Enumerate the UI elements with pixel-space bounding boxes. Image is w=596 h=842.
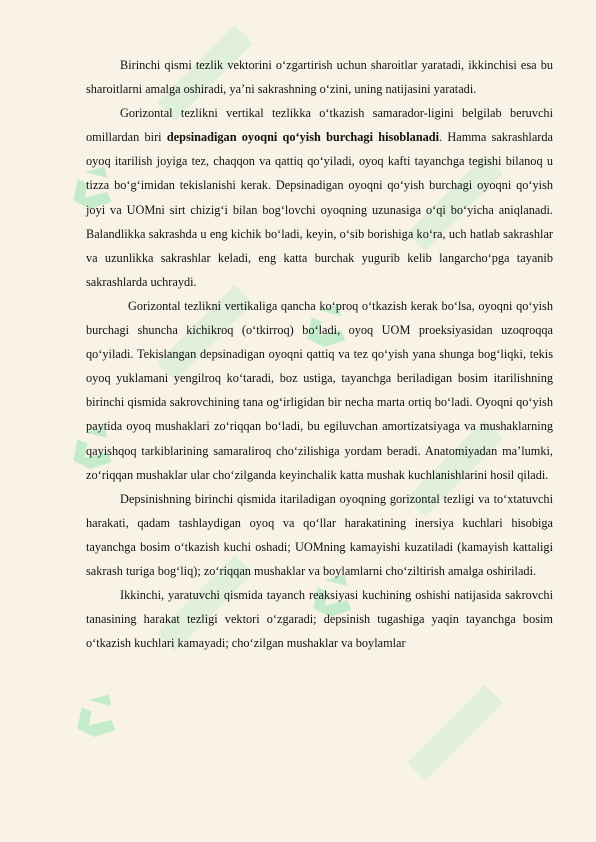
- paragraph-1: [86, 53, 553, 101]
- paragraph-4: [86, 487, 553, 583]
- key-term-bold: depsinadigan oyoqni qo‘yish burchagi hisoblanadi: [166, 130, 440, 145]
- paragraph-text-start: Gorizontal tezlikni vertikal tezlikka o‘tkazish samarador-ligini belgilab beruvchi omillardan biri: [86, 106, 553, 145]
- paragraph-text-end: . Hamma sakrashlarda oyoq itarilish joyiga tez, chaqqon va qattiq qo‘yiladi, oyoq kafti tayanchga tegishi bilanoq u tizza bo‘g‘imidan tekislanishi kerak. Depsinadigan oyoqni qo‘yish burchagi oyoqni qo‘yish joyi va UOMni sirt chizig‘i bilan bog‘lovchi oyoqning uzunasiga o‘qi bo‘yicha aniqlanadi. Balandlikka sakrashda u eng kichik bo‘ladi, keyin, o‘sib borishiga ko‘ra, uch hatlab sakrashlar va uzunlikka sakrashlar keladi, eng katta burchak yugurib kelib langarcho‘pga tayanib sakrashlarda uchraydi.: [86, 130, 553, 289]
- watermark-logo-mark: [69, 687, 130, 748]
- paragraph-3: [86, 294, 553, 487]
- paragraph-5: [86, 583, 553, 655]
- paragraph-text: Ikkinchi, yaratuvchi qismida tayanch reaksiyasi kuchining oshishi natijasida sakrovchi tanasining harakat tezligi vektori o‘zgaradi; depsinish tugashiga yaqin tayanchga bosim o‘tkazish kuchlari kamayadi; cho‘zilgan mushaklar va boylamlar: [86, 588, 553, 651]
- paragraph-text: Gorizontal tezlikni vertikaliga qancha ko‘proq o‘tkazish kerak bo‘lsa, oyoqni qo‘yish burchagi shuncha kichikroq (o‘tkirroq) bo‘ladi, oyoq UOM proeksiyasidan uzoqroqqa qo‘yiladi. Tekislangan depsinadigan oyoqni qattiq va tez qo‘yish yana shunga bog‘liqki, tekis oyoq yuklamani yengilroq ko‘taradi, boz ustiga, tayanchga beriladigan bosim itarilishning birinchi qismida sakrovchining tana og‘irligidan bir necha marta ortiq bo‘ladi. Oyoqni qo‘yish paytida oyoq mushaklari zo‘riqqan bo‘ladi, bu egiluvchan amortizatsiyaga va mushaklarning qayishqoq tarkiblarining samaraliroq cho‘zilishiga yordam beradi. Anatomiyadan ma’lumki, zo‘riqqan mushaklar ular cho‘zilganda keyinchalik katta mushak kuchlanishlarini hosil qiladi.: [86, 298, 553, 482]
- watermark-band: [407, 685, 503, 781]
- document-body: [86, 53, 553, 655]
- paragraph-2: [86, 101, 553, 294]
- paragraph-text: Birinchi qismi tezlik vektorini o‘zgartirish uchun sharoitlar yaratadi, ikkinchisi esa bu sharoitlarni amalga oshiradi, ya’ni sakrashning o‘zini, uning natijasini yaratadi.: [86, 58, 553, 97]
- paragraph-text: Depsinishning birinchi qismida itariladigan oyoqning gorizontal tezligi va to‘xtatuvchi harakati, qadam tashlaydigan oyoq va qo‘llar harakatining inersiya kuchlari hisobiga tayanchga bosim o‘tkazish kuchi oshadi; UOMning kamayishi kuzatiladi (kamayish kattaligi sakrash turiga bog‘liq); zo‘riqqan mushaklar va boylamlarni cho‘ziltirish amalga oshiriladi.: [86, 491, 553, 578]
